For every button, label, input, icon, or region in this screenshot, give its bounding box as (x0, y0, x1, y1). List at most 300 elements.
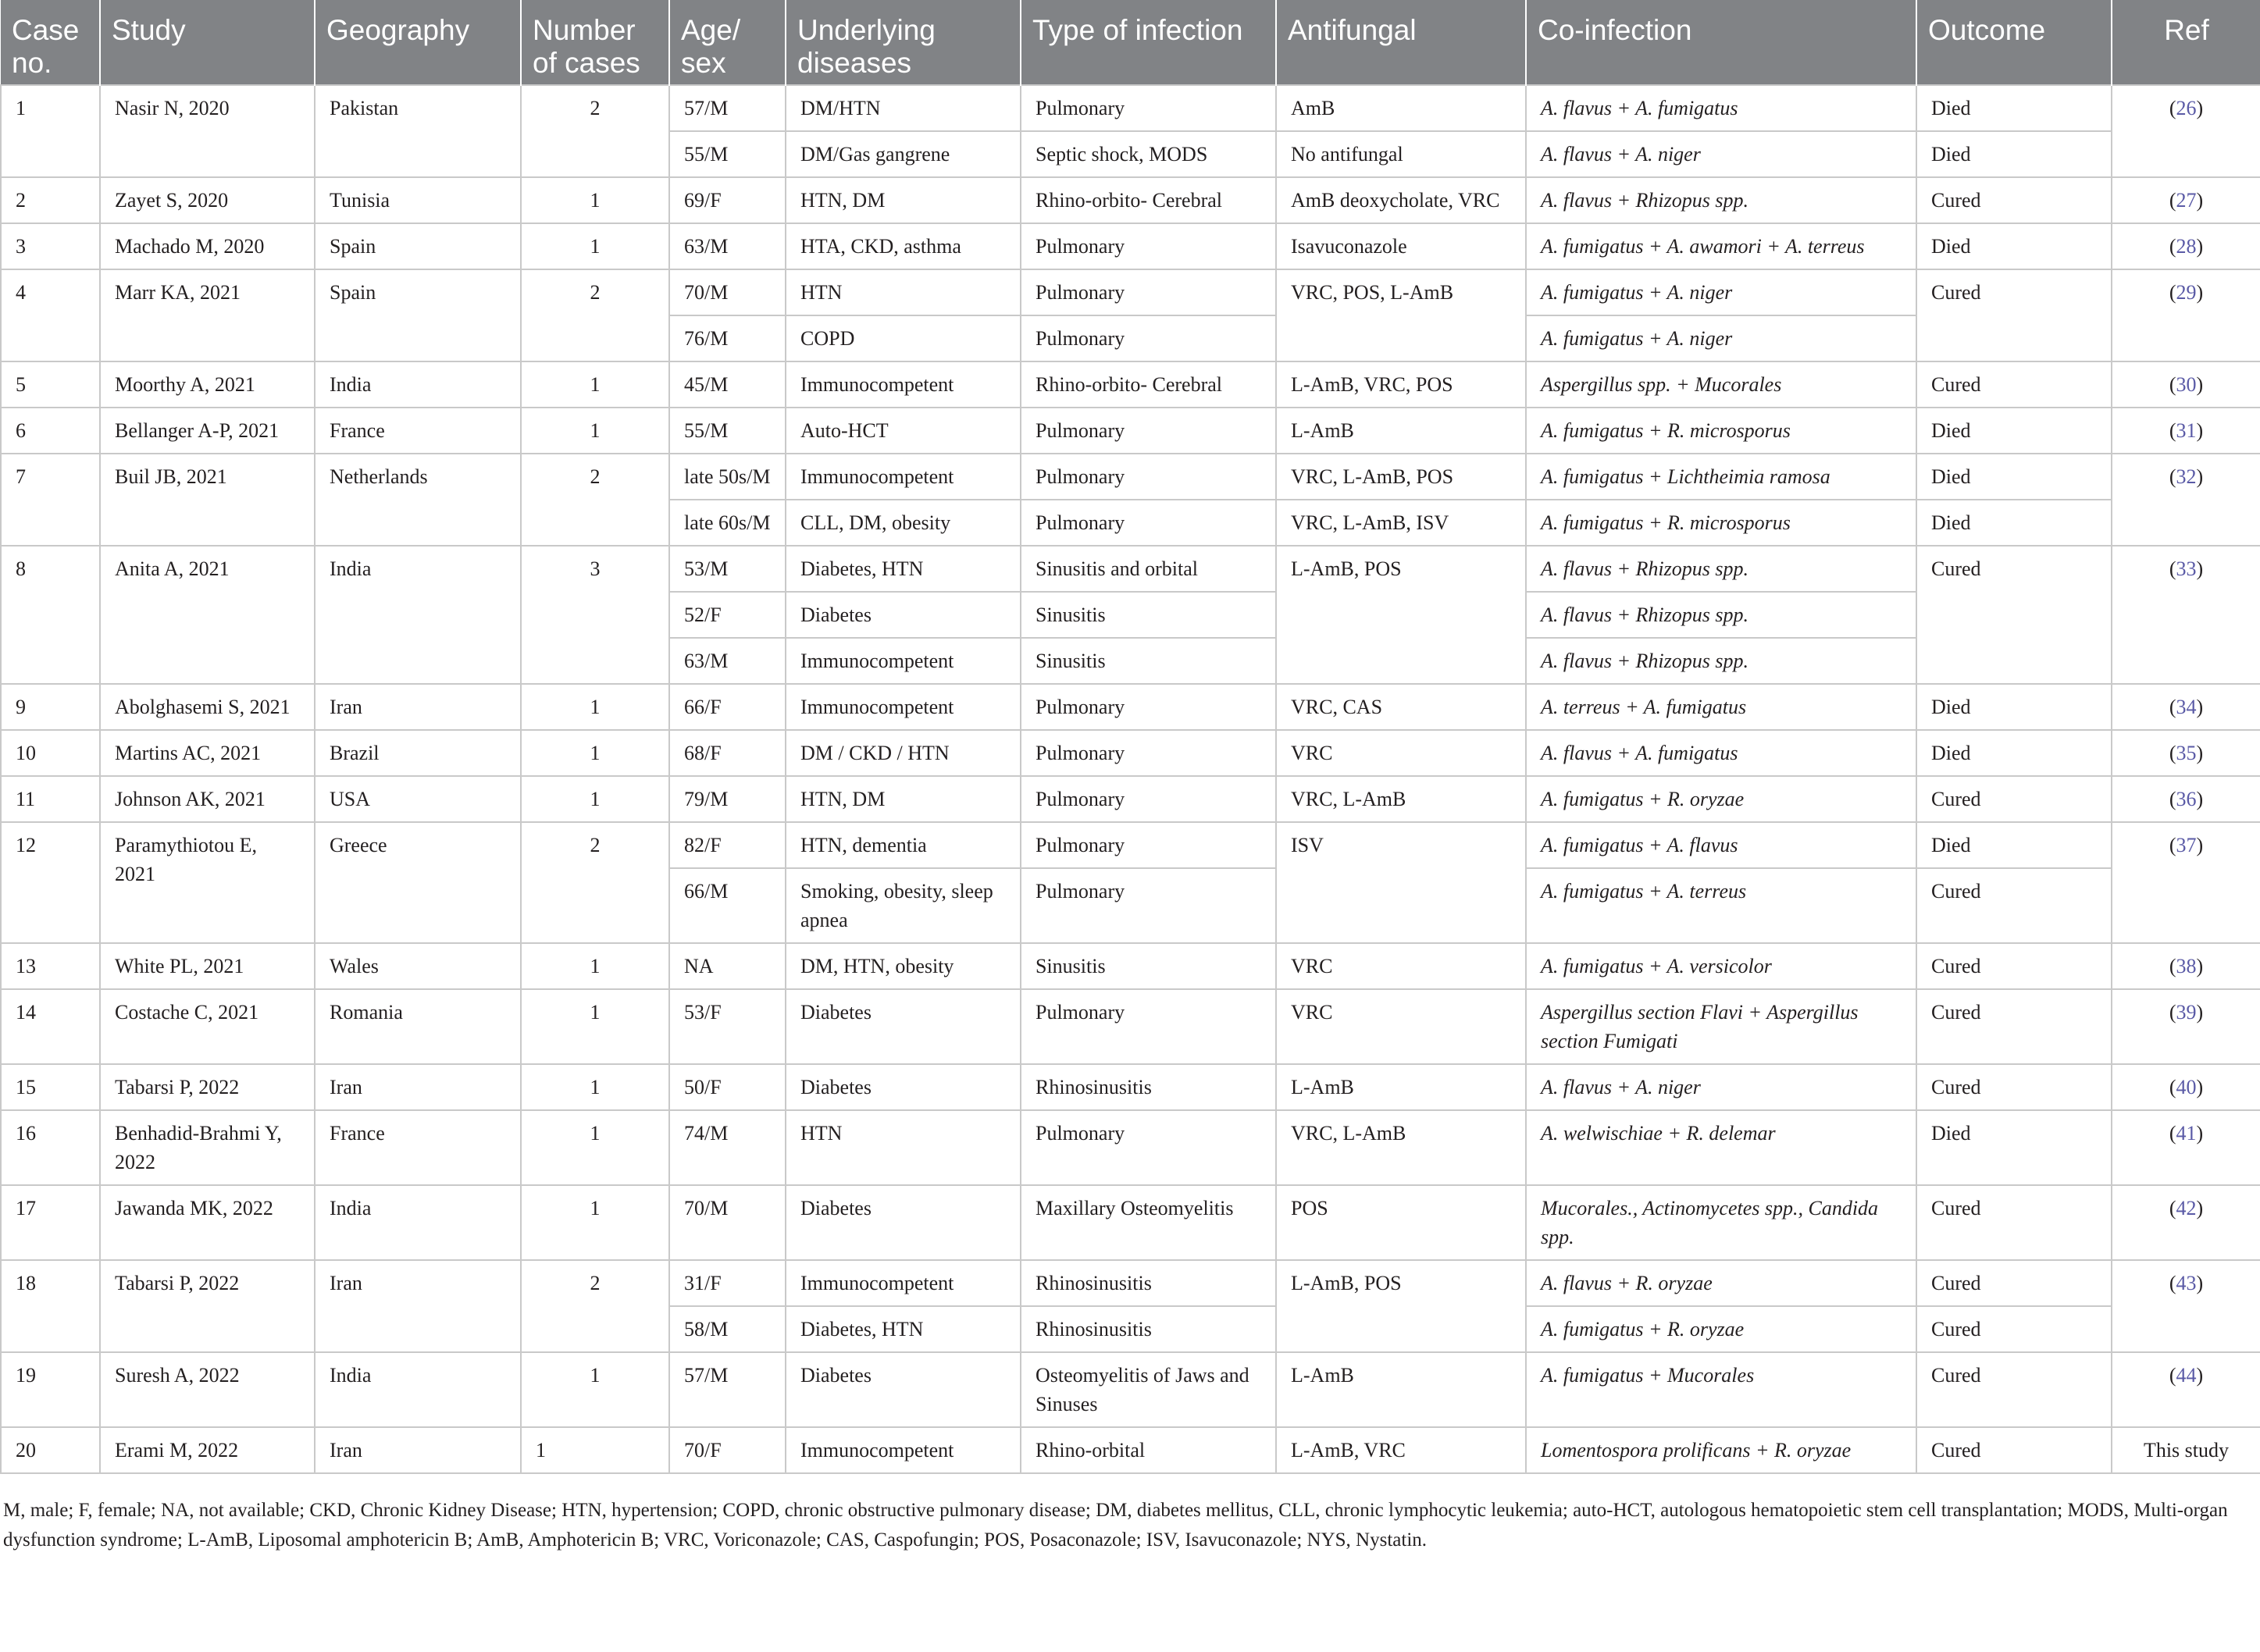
co-infection-cell: A. welwischiae + R. delemar (1526, 1110, 1916, 1185)
age-sex-cell: 74/M (669, 1110, 786, 1185)
underlying-diseases-cell: HTN, DM (786, 776, 1021, 822)
ref-cell[interactable]: (43) (2112, 1260, 2260, 1352)
co-infection-cell: A. fumigatus + A. awamori + A. terreus (1526, 223, 1916, 269)
table-row (1, 1110, 2260, 1185)
age-sex-cell: 66/M (669, 868, 786, 943)
outcome-cell: Died (1916, 85, 2112, 131)
underlying-diseases-cell: HTN, dementia (786, 822, 1021, 868)
underlying-diseases-cell: Immunocompetent (786, 684, 1021, 730)
table-row (1, 1260, 2260, 1306)
case-number: 16 (1, 1110, 100, 1185)
geography-cell: India (315, 1185, 521, 1260)
co-infection-cell: A. flavus + A. niger (1526, 131, 1916, 177)
case-number: 18 (1, 1260, 100, 1352)
co-infection-cell: A. fumigatus + A. flavus (1526, 822, 1916, 868)
ref-text: This study (2143, 1439, 2230, 1462)
reference-link[interactable]: 26 (2176, 97, 2197, 119)
type-of-infection-cell: Pulmonary (1021, 776, 1276, 822)
outcome-cell: Cured (1916, 1185, 2112, 1260)
geography-cell: USA (315, 776, 521, 822)
ref-cell[interactable]: (40) (2112, 1064, 2260, 1110)
type-of-infection-cell: Maxillary Osteomyelitis (1021, 1185, 1276, 1260)
type-of-infection-cell: Osteomyelitis of Jaws and Sinuses (1021, 1352, 1276, 1427)
underlying-diseases-cell: Immunocompetent (786, 454, 1021, 500)
age-sex-cell: 45/M (669, 361, 786, 408)
reference-link[interactable]: 39 (2176, 1001, 2197, 1024)
number-of-cases-cell: 1 (521, 730, 669, 776)
geography-cell: Greece (315, 822, 521, 943)
study-cell: Benhadid-Brahmi Y, 2022 (100, 1110, 315, 1185)
reference-link[interactable]: 38 (2176, 955, 2197, 977)
underlying-diseases-cell: Diabetes (786, 989, 1021, 1064)
age-sex-cell: 57/M (669, 85, 786, 131)
case-number: 11 (1, 776, 100, 822)
outcome-cell: Cured (1916, 361, 2112, 408)
ref-cell[interactable]: (32) (2112, 454, 2260, 546)
age-sex-cell: 53/M (669, 546, 786, 592)
antifungal-cell: VRC, POS, L-AmB (1276, 269, 1526, 361)
number-of-cases-cell: 1 (521, 1110, 669, 1185)
geography-cell: Iran (315, 1427, 521, 1473)
antifungal-cell: No antifungal (1276, 131, 1526, 177)
antifungal-cell: L-AmB, POS (1276, 546, 1526, 684)
study-cell: Machado M, 2020 (100, 223, 315, 269)
header-age-sex: Age/ sex (669, 0, 786, 85)
header-case-no: Case no. (1, 0, 100, 85)
outcome-cell: Died (1916, 822, 2112, 868)
type-of-infection-cell: Sinusitis and orbital (1021, 546, 1276, 592)
header-type-of-infection: Type of infection (1021, 0, 1276, 85)
study-cell: Marr KA, 2021 (100, 269, 315, 361)
study-cell: Tabarsi P, 2022 (100, 1260, 315, 1352)
underlying-diseases-cell: Immunocompetent (786, 638, 1021, 684)
age-sex-cell: 63/M (669, 638, 786, 684)
case-number: 12 (1, 822, 100, 943)
antifungal-cell: L-AmB, VRC, POS (1276, 361, 1526, 408)
case-number: 2 (1, 177, 100, 223)
type-of-infection-cell: Pulmonary (1021, 223, 1276, 269)
number-of-cases-cell: 2 (521, 454, 669, 546)
geography-cell: India (315, 1352, 521, 1427)
ref-cell[interactable]: (39) (2112, 989, 2260, 1064)
age-sex-cell: 55/M (669, 408, 786, 454)
study-cell: Suresh A, 2022 (100, 1352, 315, 1427)
case-number: 5 (1, 361, 100, 408)
age-sex-cell: 70/M (669, 1185, 786, 1260)
underlying-diseases-cell: Diabetes (786, 592, 1021, 638)
underlying-diseases-cell: HTN (786, 269, 1021, 315)
ref-cell[interactable]: (38) (2112, 943, 2260, 989)
underlying-diseases-cell: HTN (786, 1110, 1021, 1185)
table-row (1, 223, 2260, 269)
underlying-diseases-cell: DM / CKD / HTN (786, 730, 1021, 776)
table-row (1, 776, 2260, 822)
case-number: 13 (1, 943, 100, 989)
outcome-cell: Cured (1916, 943, 2112, 989)
table-row (1, 1185, 2260, 1260)
study-cell: White PL, 2021 (100, 943, 315, 989)
geography-cell: France (315, 408, 521, 454)
antifungal-cell: VRC, L-AmB, POS (1276, 454, 1526, 500)
ref-cell[interactable]: (31) (2112, 408, 2260, 454)
ref-cell[interactable]: (42) (2112, 1185, 2260, 1260)
antifungal-cell: L-AmB (1276, 408, 1526, 454)
age-sex-cell: 58/M (669, 1306, 786, 1352)
antifungal-cell: L-AmB, VRC (1276, 1427, 1526, 1473)
underlying-diseases-cell: DM, HTN, obesity (786, 943, 1021, 989)
type-of-infection-cell: Pulmonary (1021, 85, 1276, 131)
co-infection-cell: Lomentospora prolificans + R. oryzae (1526, 1427, 1916, 1473)
table-footnote: M, male; F, female; NA, not available; CKD, Chronic Kidney Disease; HTN, hypertension; COPD, chronic obstructive pulmonary disease; DM, diabetes mellitus, CLL, chronic lymphocytic leukemia; auto-HCT, autologous hematopoietic stem cell transplantation; MODS, Multi-organ dysfunction syndrome; L-AmB, Liposomal amphotericin B; AmB, Amphotericin B; VRC, Voriconazole; CAS, Caspofungin; POS, Posaconazole; ISV, Isavuconazole; NYS, Nystatin. (3, 1500, 2228, 1551)
type-of-infection-cell: Rhino-orbito- Cerebral (1021, 361, 1276, 408)
geography-cell: Netherlands (315, 454, 521, 546)
antifungal-cell: AmB deoxycholate, VRC (1276, 177, 1526, 223)
reference-link[interactable]: 27 (2176, 189, 2197, 212)
co-infection-cell: Aspergillus spp. + Mucorales (1526, 361, 1916, 408)
type-of-infection-cell: Rhinosinusitis (1021, 1306, 1276, 1352)
study-cell: Abolghasemi S, 2021 (100, 684, 315, 730)
type-of-infection-cell: Rhinosinusitis (1021, 1260, 1276, 1306)
outcome-cell: Died (1916, 730, 2112, 776)
header-row (1, 0, 2260, 85)
reference-link[interactable]: 35 (2176, 742, 2197, 764)
type-of-infection-cell: Pulmonary (1021, 1110, 1276, 1185)
co-infection-cell: A. flavus + A. fumigatus (1526, 85, 1916, 131)
study-cell: Nasir N, 2020 (100, 85, 315, 177)
reference-link[interactable]: 30 (2176, 373, 2197, 396)
age-sex-cell: 82/F (669, 822, 786, 868)
underlying-diseases-cell: HTN, DM (786, 177, 1021, 223)
case-number: 4 (1, 269, 100, 361)
co-infection-cell: A. fumigatus + A. versicolor (1526, 943, 1916, 989)
geography-cell: Iran (315, 684, 521, 730)
outcome-cell: Died (1916, 408, 2112, 454)
underlying-diseases-cell: CLL, DM, obesity (786, 500, 1021, 546)
underlying-diseases-cell: Diabetes, HTN (786, 1306, 1021, 1352)
table-row (1, 1427, 2260, 1473)
co-infection-cell: A. fumigatus + R. microsporus (1526, 408, 1916, 454)
geography-cell: Tunisia (315, 177, 521, 223)
antifungal-cell: L-AmB, POS (1276, 1260, 1526, 1352)
number-of-cases-cell: 1 (521, 989, 669, 1064)
number-of-cases-cell: 2 (521, 85, 669, 177)
table-row (1, 85, 2260, 131)
ref-cell[interactable]: (41) (2112, 1110, 2260, 1185)
co-infection-cell: A. flavus + A. fumigatus (1526, 730, 1916, 776)
underlying-diseases-cell: Diabetes (786, 1352, 1021, 1427)
age-sex-cell: late 50s/M (669, 454, 786, 500)
geography-cell: India (315, 546, 521, 684)
co-infection-cell: A. flavus + R. oryzae (1526, 1260, 1916, 1306)
outcome-cell: Died (1916, 223, 2112, 269)
type-of-infection-cell: Pulmonary (1021, 315, 1276, 361)
underlying-diseases-cell: HTA, CKD, asthma (786, 223, 1021, 269)
header-geography: Geography (315, 0, 521, 85)
case-number: 9 (1, 684, 100, 730)
case-number: 15 (1, 1064, 100, 1110)
reference-link[interactable]: 40 (2176, 1076, 2197, 1098)
antifungal-cell: L-AmB (1276, 1352, 1526, 1427)
outcome-cell: Cured (1916, 177, 2112, 223)
antifungal-cell: ISV (1276, 822, 1526, 943)
table-row (1, 546, 2260, 592)
underlying-diseases-cell: DM/Gas gangrene (786, 131, 1021, 177)
study-cell: Moorthy A, 2021 (100, 361, 315, 408)
age-sex-cell: late 60s/M (669, 500, 786, 546)
study-cell: Tabarsi P, 2022 (100, 1064, 315, 1110)
antifungal-cell: VRC (1276, 943, 1526, 989)
number-of-cases-cell: 3 (521, 546, 669, 684)
table-row (1, 943, 2260, 989)
type-of-infection-cell: Pulmonary (1021, 408, 1276, 454)
ref-cell[interactable]: (27) (2112, 177, 2260, 223)
header-outcome: Outcome (1916, 0, 2112, 85)
case-number: 17 (1, 1185, 100, 1260)
outcome-cell: Died (1916, 684, 2112, 730)
age-sex-cell: 79/M (669, 776, 786, 822)
co-infection-cell: A. fumigatus + A. niger (1526, 315, 1916, 361)
reference-link[interactable]: 43 (2176, 1272, 2197, 1294)
co-infection-cell: A. flavus + Rhizopus spp. (1526, 546, 1916, 592)
type-of-infection-cell: Pulmonary (1021, 822, 1276, 868)
header-number-of-cases: Number of cases (521, 0, 669, 85)
age-sex-cell: 63/M (669, 223, 786, 269)
ref-cell (2112, 1427, 2260, 1473)
type-of-infection-cell: Pulmonary (1021, 989, 1276, 1064)
study-cell: Johnson AK, 2021 (100, 776, 315, 822)
type-of-infection-cell: Rhino-orbito- Cerebral (1021, 177, 1276, 223)
geography-cell: Iran (315, 1064, 521, 1110)
antifungal-cell: VRC, CAS (1276, 684, 1526, 730)
outcome-cell: Cured (1916, 1306, 2112, 1352)
co-infection-cell: Mucorales., Actinomycetes spp., Candida spp. (1526, 1185, 1916, 1260)
outcome-cell: Cured (1916, 1427, 2112, 1473)
number-of-cases-cell: 2 (521, 822, 669, 943)
case-number: 1 (1, 85, 100, 177)
number-of-cases-cell: 1 (521, 776, 669, 822)
underlying-diseases-cell: Diabetes, HTN (786, 546, 1021, 592)
antifungal-cell: VRC, L-AmB (1276, 1110, 1526, 1185)
table-row (1, 730, 2260, 776)
reference-link[interactable]: 42 (2176, 1197, 2197, 1219)
case-number: 19 (1, 1352, 100, 1427)
antifungal-cell: VRC (1276, 989, 1526, 1064)
table-row (1, 454, 2260, 500)
reference-link[interactable]: 34 (2176, 696, 2197, 718)
co-infection-cell: A. flavus + Rhizopus spp. (1526, 592, 1916, 638)
table-row (1, 684, 2260, 730)
co-infection-cell: A. fumigatus + Lichtheimia ramosa (1526, 454, 1916, 500)
co-infection-cell: A. terreus + A. fumigatus (1526, 684, 1916, 730)
outcome-cell: Cured (1916, 269, 2112, 361)
co-infection-cell: Aspergillus section Flavi + Aspergillus section Fumigati (1526, 989, 1916, 1064)
underlying-diseases-cell: Immunocompetent (786, 1427, 1021, 1473)
age-sex-cell: 66/F (669, 684, 786, 730)
type-of-infection-cell: Sinusitis (1021, 638, 1276, 684)
reference-link[interactable]: 29 (2176, 281, 2197, 304)
age-sex-cell: 52/F (669, 592, 786, 638)
table-row (1, 408, 2260, 454)
age-sex-cell: 50/F (669, 1064, 786, 1110)
study-cell: Bellanger A-P, 2021 (100, 408, 315, 454)
case-number: 7 (1, 454, 100, 546)
study-cell: Jawanda MK, 2022 (100, 1185, 315, 1260)
ref-cell[interactable]: (36) (2112, 776, 2260, 822)
table-row (1, 1064, 2260, 1110)
type-of-infection-cell: Pulmonary (1021, 684, 1276, 730)
age-sex-cell: 69/F (669, 177, 786, 223)
number-of-cases-cell: 1 (521, 943, 669, 989)
type-of-infection-cell: Rhinosinusitis (1021, 1064, 1276, 1110)
type-of-infection-cell: Rhino-orbital (1021, 1427, 1276, 1473)
underlying-diseases-cell: Diabetes (786, 1064, 1021, 1110)
type-of-infection-cell: Pulmonary (1021, 868, 1276, 943)
co-infection-cell: A. flavus + A. niger (1526, 1064, 1916, 1110)
geography-cell: France (315, 1110, 521, 1185)
reference-link[interactable]: 31 (2176, 419, 2197, 442)
reference-link[interactable]: 44 (2176, 1364, 2197, 1387)
number-of-cases-cell: 1 (521, 684, 669, 730)
outcome-cell: Cured (1916, 546, 2112, 684)
number-of-cases-cell: 1 (521, 177, 669, 223)
co-infection-cell: A. fumigatus + A. niger (1526, 269, 1916, 315)
number-of-cases-cell: 1 (521, 1352, 669, 1427)
case-number: 14 (1, 989, 100, 1064)
number-of-cases-cell: 1 (521, 1427, 669, 1473)
number-of-cases-cell: 1 (521, 1064, 669, 1110)
header-ref: Ref (2112, 0, 2260, 85)
type-of-infection-cell: Pulmonary (1021, 454, 1276, 500)
outcome-cell: Died (1916, 1110, 2112, 1185)
co-infection-cell: A. fumigatus + Mucorales (1526, 1352, 1916, 1427)
outcome-cell: Died (1916, 454, 2112, 500)
geography-cell: Brazil (315, 730, 521, 776)
reference-link[interactable]: 36 (2176, 788, 2197, 810)
reference-link[interactable]: 33 (2176, 557, 2197, 580)
ref-cell[interactable]: (34) (2112, 684, 2260, 730)
geography-cell: Iran (315, 1260, 521, 1352)
co-infection-cell: A. flavus + Rhizopus spp. (1526, 638, 1916, 684)
study-cell: Zayet S, 2020 (100, 177, 315, 223)
case-number: 20 (1, 1427, 100, 1473)
outcome-cell: Cured (1916, 1064, 2112, 1110)
type-of-infection-cell: Sinusitis (1021, 943, 1276, 989)
antifungal-cell: Isavuconazole (1276, 223, 1526, 269)
reference-link[interactable]: 41 (2176, 1122, 2197, 1145)
outcome-cell: Died (1916, 131, 2112, 177)
age-sex-cell: 70/F (669, 1427, 786, 1473)
table-row (1, 1352, 2260, 1427)
outcome-cell: Cured (1916, 1352, 2112, 1427)
number-of-cases-cell: 1 (521, 1185, 669, 1260)
type-of-infection-cell: Pulmonary (1021, 500, 1276, 546)
antifungal-cell: POS (1276, 1185, 1526, 1260)
age-sex-cell: 70/M (669, 269, 786, 315)
underlying-diseases-cell: Immunocompetent (786, 1260, 1021, 1306)
underlying-diseases-cell: Smoking, obesity, sleep apnea (786, 868, 1021, 943)
type-of-infection-cell: Pulmonary (1021, 730, 1276, 776)
reference-link[interactable]: 32 (2176, 465, 2197, 488)
co-infection-cell: A. fumigatus + R. oryzae (1526, 1306, 1916, 1352)
outcome-cell: Cured (1916, 989, 2112, 1064)
header-underlying-diseases: Underlying diseases (786, 0, 1021, 85)
age-sex-cell: 31/F (669, 1260, 786, 1306)
outcome-cell: Cured (1916, 776, 2112, 822)
study-cell: Martins AC, 2021 (100, 730, 315, 776)
case-number: 3 (1, 223, 100, 269)
header-study: Study (100, 0, 315, 85)
antifungal-cell: AmB (1276, 85, 1526, 131)
co-infection-cell: A. fumigatus + A. terreus (1526, 868, 1916, 943)
geography-cell: Pakistan (315, 85, 521, 177)
table-row (1, 361, 2260, 408)
study-cell: Buil JB, 2021 (100, 454, 315, 546)
age-sex-cell: 57/M (669, 1352, 786, 1427)
underlying-diseases-cell: Immunocompetent (786, 361, 1021, 408)
underlying-diseases-cell: DM/HTN (786, 85, 1021, 131)
study-cell: Costache C, 2021 (100, 989, 315, 1064)
header-co-infection: Co-infection (1526, 0, 1916, 85)
underlying-diseases-cell: COPD (786, 315, 1021, 361)
reference-link[interactable]: 28 (2176, 235, 2197, 258)
table-row (1, 177, 2260, 223)
type-of-infection-cell: Sinusitis (1021, 592, 1276, 638)
outcome-cell: Cured (1916, 1260, 2112, 1306)
geography-cell: Romania (315, 989, 521, 1064)
antifungal-cell: VRC, L-AmB, ISV (1276, 500, 1526, 546)
ref-cell[interactable]: (37) (2112, 822, 2260, 943)
antifungal-cell: L-AmB (1276, 1064, 1526, 1110)
antifungal-cell: VRC (1276, 730, 1526, 776)
number-of-cases-cell: 2 (521, 269, 669, 361)
geography-cell: Wales (315, 943, 521, 989)
study-cell: Erami M, 2022 (100, 1427, 315, 1473)
ref-cell[interactable]: (29) (2112, 269, 2260, 361)
ref-cell[interactable]: (44) (2112, 1352, 2260, 1427)
geography-cell: India (315, 361, 521, 408)
co-infection-cell: A. fumigatus + R. microsporus (1526, 500, 1916, 546)
table-row (1, 822, 2260, 868)
ref-cell[interactable]: (33) (2112, 546, 2260, 684)
geography-cell: Spain (315, 223, 521, 269)
outcome-cell: Died (1916, 500, 2112, 546)
ref-cell[interactable]: (30) (2112, 361, 2260, 408)
case-number: 10 (1, 730, 100, 776)
type-of-infection-cell: Pulmonary (1021, 269, 1276, 315)
age-sex-cell: 53/F (669, 989, 786, 1064)
age-sex-cell: NA (669, 943, 786, 989)
table-row (1, 989, 2260, 1064)
underlying-diseases-cell: Diabetes (786, 1185, 1021, 1260)
ref-cell[interactable]: (28) (2112, 223, 2260, 269)
number-of-cases-cell: 2 (521, 1260, 669, 1352)
case-number: 6 (1, 408, 100, 454)
table-row (1, 269, 2260, 315)
study-cell: Anita A, 2021 (100, 546, 315, 684)
header-antifungal: Antifungal (1276, 0, 1526, 85)
number-of-cases-cell: 1 (521, 361, 669, 408)
case-number: 8 (1, 546, 100, 684)
reference-link[interactable]: 37 (2176, 834, 2197, 856)
co-infection-cell: A. fumigatus + R. oryzae (1526, 776, 1916, 822)
ref-cell[interactable]: (35) (2112, 730, 2260, 776)
type-of-infection-cell: Septic shock, MODS (1021, 131, 1276, 177)
study-cell: Paramythiotou E, 2021 (100, 822, 315, 943)
underlying-diseases-cell: Auto-HCT (786, 408, 1021, 454)
antifungal-cell: VRC, L-AmB (1276, 776, 1526, 822)
ref-cell[interactable]: (26) (2112, 85, 2260, 177)
age-sex-cell: 55/M (669, 131, 786, 177)
